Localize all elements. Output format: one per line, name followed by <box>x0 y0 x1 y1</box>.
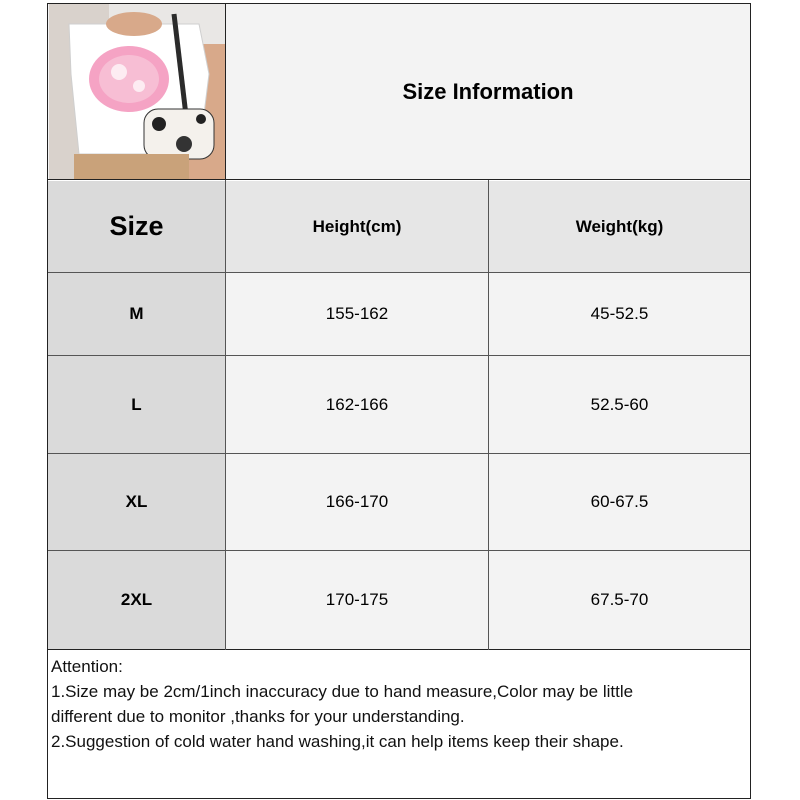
weight-header: Weight(kg) <box>489 181 750 272</box>
page-title: Size Information <box>226 4 750 180</box>
grid-line <box>48 272 750 273</box>
notes-line: different due to monitor ,thanks for your understanding. <box>51 707 465 726</box>
attention-notes <box>51 654 747 754</box>
weight-cell: 60-67.5 <box>489 454 750 550</box>
product-photo-icon <box>49 4 225 180</box>
height-cell: 155-162 <box>226 273 488 355</box>
size-cell: M <box>48 273 225 355</box>
notes-heading: Attention: <box>51 657 123 676</box>
grid-line <box>48 550 750 551</box>
grid-line <box>225 180 226 650</box>
weight-cell: 45-52.5 <box>489 273 750 355</box>
grid-line <box>48 355 750 356</box>
grid-line <box>48 453 750 454</box>
height-cell: 162-166 <box>226 356 488 453</box>
weight-cell: 67.5-70 <box>489 551 750 649</box>
product-photo <box>48 4 226 180</box>
height-cell: 170-175 <box>226 551 488 649</box>
weight-cell: 52.5-60 <box>489 356 750 453</box>
grid-line <box>48 649 750 650</box>
size-cell: XL <box>48 454 225 550</box>
notes-line: 2.Suggestion of cold water hand washing,it can help items keep their shape. <box>51 732 624 751</box>
height-cell: 166-170 <box>226 454 488 550</box>
notes-line: 1.Size may be 2cm/1inch inaccuracy due to hand measure,Color may be little <box>51 682 634 701</box>
size-header: Size <box>48 181 225 272</box>
size-chart <box>47 3 751 799</box>
size-cell: 2XL <box>48 551 225 649</box>
height-header: Height(cm) <box>226 181 488 272</box>
grid-line <box>488 180 489 650</box>
size-cell: L <box>48 356 225 453</box>
